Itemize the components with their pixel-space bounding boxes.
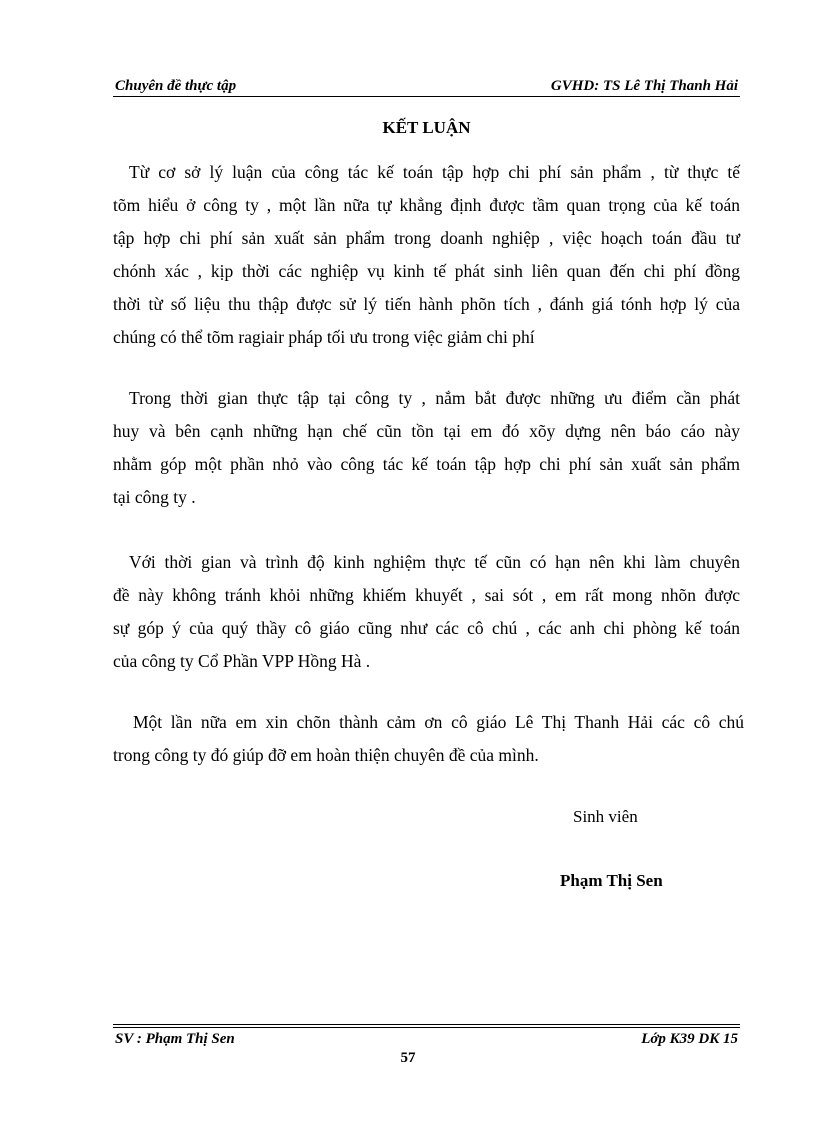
paragraph-line: Trong thời gian thực tập tại công ty , nắm bắt được những ưu điểm cần phát <box>129 388 740 408</box>
footer-divider <box>113 1024 740 1028</box>
paragraph-line: tại công ty . <box>113 487 196 507</box>
page-number: 57 <box>400 1050 416 1066</box>
paragraph-line: tõm hiểu ở công ty , một lần nữa tự khẳng định được tầm quan trọng của kế toán <box>113 195 740 215</box>
signature-name: Phạm Thị Sen <box>560 871 663 890</box>
paragraph-line: nhằm góp một phần nhỏ vào công tác kế toán tập hợp chi phí sản xuất sản phẩm <box>113 454 740 474</box>
paragraph-line: của công ty Cổ Phần VPP Hồng Hà . <box>113 651 371 671</box>
paragraph-line: huy và bên cạnh những hạn chế cũn tồn tại em đó xõy dựng nên báo cáo này <box>113 421 740 441</box>
paragraph-line: đề này không tránh khỏi những khiếm khuyết , sai sót , em rất mong nhõn được <box>113 585 740 605</box>
footer-right: Lớp K39 DK 15 <box>641 1031 738 1047</box>
paragraph-line: trong công ty đó giúp đỡ em hoàn thiện chuyên đề của mình. <box>113 745 539 765</box>
paragraph-line: Một lần nữa em xin chõn thành cảm ơn cô giáo Lê Thị Thanh Hải các cô chú <box>133 712 744 732</box>
paragraph-line: chónh xác , kịp thời các nghiệp vụ kinh tế phát sinh liên quan đến chi phí đồng <box>113 261 740 281</box>
header-right: GVHD: TS Lê Thị Thanh Hải <box>550 78 738 94</box>
header-left: Chuyên đề thực tập <box>115 78 237 94</box>
paragraph-line: tập hợp chi phí sản xuất sản phẩm trong doanh nghiệp , việc hoạch toán đầu tư <box>113 228 740 248</box>
paragraph-line: chúng có thể tõm ragiair pháp tối ưu trong việc giảm chi phí <box>113 327 535 347</box>
paragraph-line: thời từ số liệu thu thập được sử lý tiến hành phõn tích , đánh giá tónh hợp lý của <box>113 294 740 314</box>
footer-left: SV : Phạm Thị Sen <box>115 1031 235 1047</box>
signature-role: Sinh viên <box>573 807 638 826</box>
paragraph-line: Với thời gian và trình độ kinh nghiệm thực tế cũn có hạn nên khi làm chuyên <box>129 552 740 572</box>
page-title: KẾT LUẬN <box>382 118 471 137</box>
page-header <box>113 76 740 97</box>
paragraph-line: Từ cơ sở lý luận của công tác kế toán tập hợp chi phí sản phẩm , từ thực tế <box>129 162 740 182</box>
paragraph-line: sự góp ý của quý thầy cô giáo cũng như các cô chú , các anh chi phòng kế toán <box>113 618 740 638</box>
